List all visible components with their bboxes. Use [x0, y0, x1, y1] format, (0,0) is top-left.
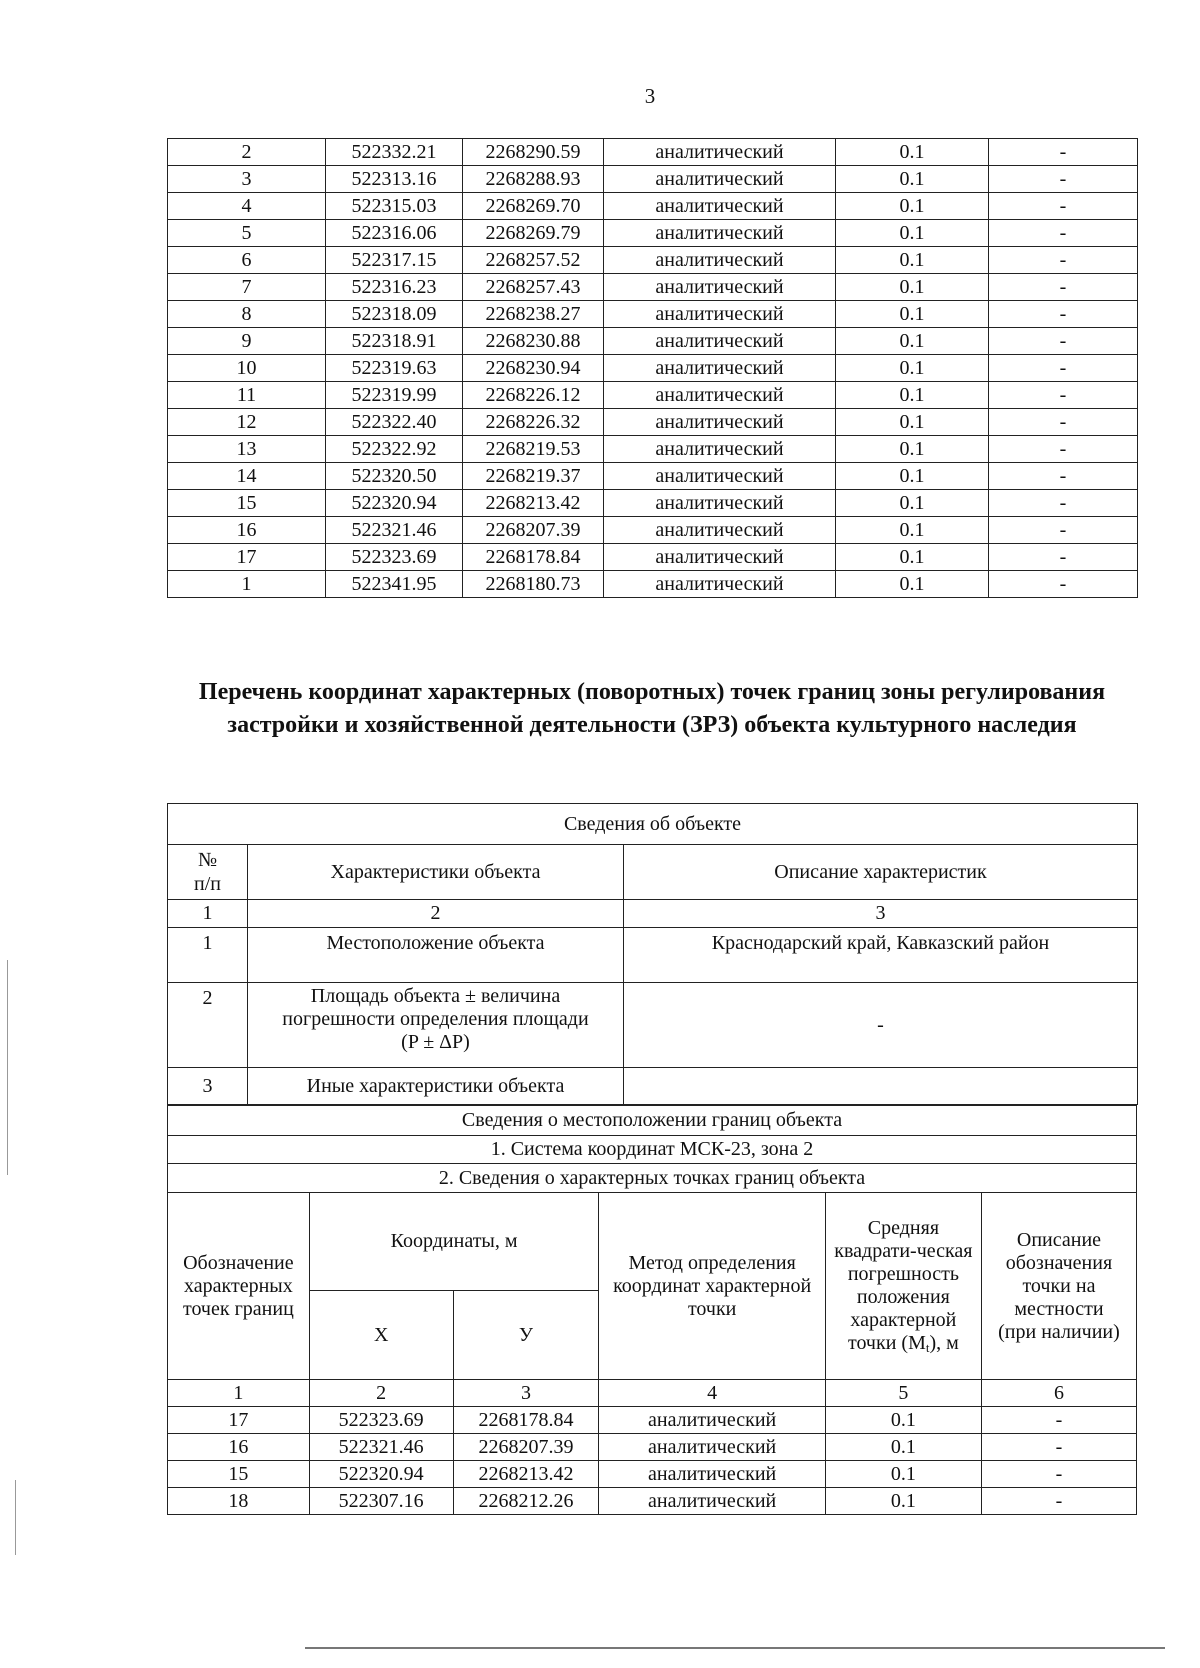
cell-method: аналитический — [604, 490, 836, 517]
cell-method: аналитический — [599, 1434, 825, 1461]
cell-x: 522322.40 — [326, 409, 463, 436]
cell-y: 2268212.26 — [453, 1488, 599, 1515]
cell-desc: - — [989, 517, 1138, 544]
table-row — [168, 517, 1138, 544]
col-number: 3 — [453, 1380, 599, 1407]
cell-error: 0.1 — [825, 1407, 981, 1434]
cell-x: 522307.16 — [309, 1488, 453, 1515]
header-num: № п/п — [168, 845, 248, 900]
cell-point: 15 — [168, 490, 326, 517]
cell-point: 2 — [168, 139, 326, 166]
cell-y: 2268230.88 — [463, 328, 604, 355]
header-coords: Координаты, м — [309, 1193, 599, 1291]
cell-x: 522318.91 — [326, 328, 463, 355]
column-numbers-row — [168, 1380, 1137, 1407]
table-row — [168, 274, 1138, 301]
scan-edge-mark — [15, 1480, 16, 1555]
cell-point: 5 — [168, 220, 326, 247]
cell-error: 0.1 — [825, 1461, 981, 1488]
table-row — [168, 1461, 1137, 1488]
boundary-points-table — [167, 1105, 1137, 1515]
cell-point: 6 — [168, 247, 326, 274]
cell-y: 2268288.93 — [463, 166, 604, 193]
table-row — [168, 301, 1138, 328]
cell-error: 0.1 — [836, 193, 989, 220]
cell-point: 16 — [168, 517, 326, 544]
table-row — [168, 166, 1138, 193]
cell-method: аналитический — [604, 301, 836, 328]
cell-method: аналитический — [604, 274, 836, 301]
object-info-caption: Сведения об объекте — [168, 804, 1138, 845]
table-row — [168, 139, 1138, 166]
cell-desc: - — [981, 1461, 1136, 1488]
cell-point: 17 — [168, 1407, 310, 1434]
cell-y: 2268219.37 — [463, 463, 604, 490]
cell-y: 2268226.12 — [463, 382, 604, 409]
cell-error: 0.1 — [836, 247, 989, 274]
cell-desc: - — [989, 571, 1138, 598]
cell-point: 3 — [168, 166, 326, 193]
table-row — [168, 193, 1138, 220]
header-x: X — [309, 1291, 453, 1380]
cell-desc: - — [989, 463, 1138, 490]
table-row — [168, 436, 1138, 463]
cell-point: 9 — [168, 328, 326, 355]
object-row-other: 3 Иные характеристики объекта — [168, 1068, 1138, 1105]
table-row — [168, 1407, 1137, 1434]
page-number: 3 — [644, 84, 656, 108]
cell-method: аналитический — [604, 436, 836, 463]
cell-error: 0.1 — [836, 517, 989, 544]
cell-method: аналитический — [599, 1461, 825, 1488]
cell-y: 2268213.42 — [463, 490, 604, 517]
cell-method: аналитический — [599, 1407, 825, 1434]
cell-method: аналитический — [604, 571, 836, 598]
object-row-area: 2 Площадь объекта ± величина погрешности определения площади (P ± ΔP) - — [168, 983, 1138, 1068]
col-number: 2 — [248, 900, 624, 928]
cell-point: 7 — [168, 274, 326, 301]
coordinate-system: 1. Система координат МСК-23, зона 2 — [168, 1136, 1137, 1164]
cell-error: 0.1 — [825, 1434, 981, 1461]
table-row — [168, 382, 1138, 409]
cell-method: аналитический — [604, 355, 836, 382]
cell-method: аналитический — [604, 382, 836, 409]
cell-x: 522313.16 — [326, 166, 463, 193]
cell-y: 2268180.73 — [463, 571, 604, 598]
cell-x: 522321.46 — [326, 517, 463, 544]
col-number: 1 — [168, 1380, 310, 1407]
cell-method: аналитический — [599, 1488, 825, 1515]
cell-desc: - — [989, 382, 1138, 409]
cell-x: 522315.03 — [326, 193, 463, 220]
cell-x: 522332.21 — [326, 139, 463, 166]
cell-desc: - — [989, 544, 1138, 571]
cell-y: 2268219.53 — [463, 436, 604, 463]
cell-desc: - — [989, 436, 1138, 463]
cell-x: 522320.94 — [326, 490, 463, 517]
cell-error: 0.1 — [836, 490, 989, 517]
cell-point: 11 — [168, 382, 326, 409]
cell-x: 522323.69 — [326, 544, 463, 571]
cell-error: 0.1 — [836, 382, 989, 409]
cell-error: 0.1 — [836, 355, 989, 382]
col-number: 6 — [981, 1380, 1136, 1407]
cell-error: 0.1 — [836, 220, 989, 247]
cell-x: 522318.09 — [326, 301, 463, 328]
cell-error: 0.1 — [825, 1488, 981, 1515]
cell-method: аналитический — [604, 328, 836, 355]
cell-desc: - — [989, 409, 1138, 436]
table-row — [168, 571, 1138, 598]
col-number: 2 — [309, 1380, 453, 1407]
col-number: 3 — [624, 900, 1138, 928]
cell-desc: - — [989, 328, 1138, 355]
cell-x: 522320.94 — [309, 1461, 453, 1488]
table-row — [168, 1434, 1137, 1461]
col-number: 5 — [825, 1380, 981, 1407]
section-title: Перечень координат характерных (поворотных) точек границ зоны регулирования застройки и хозяйственной деятельности (ЗРЗ) объекта культурного наследия — [198, 679, 1106, 738]
table-row — [168, 409, 1138, 436]
cell-error: 0.1 — [836, 166, 989, 193]
cell-y: 2268213.42 — [453, 1461, 599, 1488]
cell-desc: - — [989, 355, 1138, 382]
cell-error: 0.1 — [836, 571, 989, 598]
object-row-location: 1 Местоположение объекта Краснодарский край, Кавказский район — [168, 928, 1138, 983]
cell-point: 1 — [168, 571, 326, 598]
table-row — [168, 544, 1138, 571]
cell-method: аналитический — [604, 139, 836, 166]
cell-desc: - — [989, 247, 1138, 274]
cell-error: 0.1 — [836, 301, 989, 328]
cell-x: 522319.99 — [326, 382, 463, 409]
cell-point: 18 — [168, 1488, 310, 1515]
cell-desc: - — [981, 1407, 1136, 1434]
cell-method: аналитический — [604, 544, 836, 571]
cell-point: 12 — [168, 409, 326, 436]
header-desc: Описание обозначения точки на местности (при наличии) — [981, 1193, 1136, 1380]
cell-y: 2268257.43 — [463, 274, 604, 301]
cell-error: 0.1 — [836, 436, 989, 463]
header-error: Средняя квадрати-ческая погрешность положения характерной точки $(M_t)$, м — [825, 1193, 981, 1380]
cell-error: 0.1 — [836, 463, 989, 490]
cell-y: 2268290.59 — [463, 139, 604, 166]
cell-x: 522316.06 — [326, 220, 463, 247]
cell-method: аналитический — [604, 409, 836, 436]
cell-x: 522316.23 — [326, 274, 463, 301]
cell-y: 2268269.79 — [463, 220, 604, 247]
table-row — [168, 490, 1138, 517]
cell-desc: - — [989, 220, 1138, 247]
header-characteristic: Характеристики объекта — [248, 845, 624, 900]
cell-x: 522341.95 — [326, 571, 463, 598]
cell-y: 2268238.27 — [463, 301, 604, 328]
cell-method: аналитический — [604, 166, 836, 193]
cell-point: 13 — [168, 436, 326, 463]
cell-x: 522319.63 — [326, 355, 463, 382]
cell-x: 522322.92 — [326, 436, 463, 463]
cell-error: 0.1 — [836, 274, 989, 301]
cell-desc: - — [989, 301, 1138, 328]
cell-point: 15 — [168, 1461, 310, 1488]
coordinates-table-continued — [167, 138, 1138, 598]
cell-y: 2268178.84 — [453, 1407, 599, 1434]
cell-desc: - — [981, 1434, 1136, 1461]
table-row — [168, 247, 1138, 274]
cell-y: 2268207.39 — [463, 517, 604, 544]
object-info-table — [167, 803, 1138, 1105]
cell-error: 0.1 — [836, 409, 989, 436]
table-row — [168, 463, 1138, 490]
cell-point: 17 — [168, 544, 326, 571]
cell-point: 4 — [168, 193, 326, 220]
cell-method: аналитический — [604, 247, 836, 274]
cell-method: аналитический — [604, 517, 836, 544]
cell-x: 522317.15 — [326, 247, 463, 274]
cell-error: 0.1 — [836, 544, 989, 571]
cell-x: 522323.69 — [309, 1407, 453, 1434]
cell-desc: - — [989, 193, 1138, 220]
cell-desc: - — [989, 139, 1138, 166]
table-row — [168, 220, 1138, 247]
cell-y: 2268226.32 — [463, 409, 604, 436]
cell-y: 2268178.84 — [463, 544, 604, 571]
cell-point: 8 — [168, 301, 326, 328]
points-caption: 2. Сведения о характерных точках границ объекта — [168, 1164, 1137, 1193]
boundary-section-caption: Сведения о местоположении границ объекта — [168, 1106, 1137, 1136]
header-method: Метод определения координат характерной точки — [599, 1193, 825, 1380]
cell-point: 14 — [168, 463, 326, 490]
header-point: Обозначение характерных точек границ — [168, 1193, 310, 1380]
cell-error: 0.1 — [836, 139, 989, 166]
cell-y: 2268207.39 — [453, 1434, 599, 1461]
footer-rule — [305, 1647, 1165, 1649]
cell-method: аналитический — [604, 193, 836, 220]
cell-desc: - — [981, 1488, 1136, 1515]
col-number: 1 — [168, 900, 248, 928]
table-row — [168, 328, 1138, 355]
table-row — [168, 355, 1138, 382]
col-number: 4 — [599, 1380, 825, 1407]
header-y: У — [453, 1291, 599, 1380]
cell-point: 16 — [168, 1434, 310, 1461]
cell-desc: - — [989, 274, 1138, 301]
cell-desc: - — [989, 166, 1138, 193]
cell-method: аналитический — [604, 463, 836, 490]
cell-y: 2268230.94 — [463, 355, 604, 382]
cell-point: 10 — [168, 355, 326, 382]
cell-desc: - — [989, 490, 1138, 517]
header-description: Описание характеристик — [624, 845, 1138, 900]
scan-edge-mark — [7, 960, 8, 1175]
cell-y: 2268257.52 — [463, 247, 604, 274]
table-row — [168, 1488, 1137, 1515]
cell-method: аналитический — [604, 220, 836, 247]
cell-x: 522321.46 — [309, 1434, 453, 1461]
cell-y: 2268269.70 — [463, 193, 604, 220]
cell-x: 522320.50 — [326, 463, 463, 490]
cell-error: 0.1 — [836, 328, 989, 355]
